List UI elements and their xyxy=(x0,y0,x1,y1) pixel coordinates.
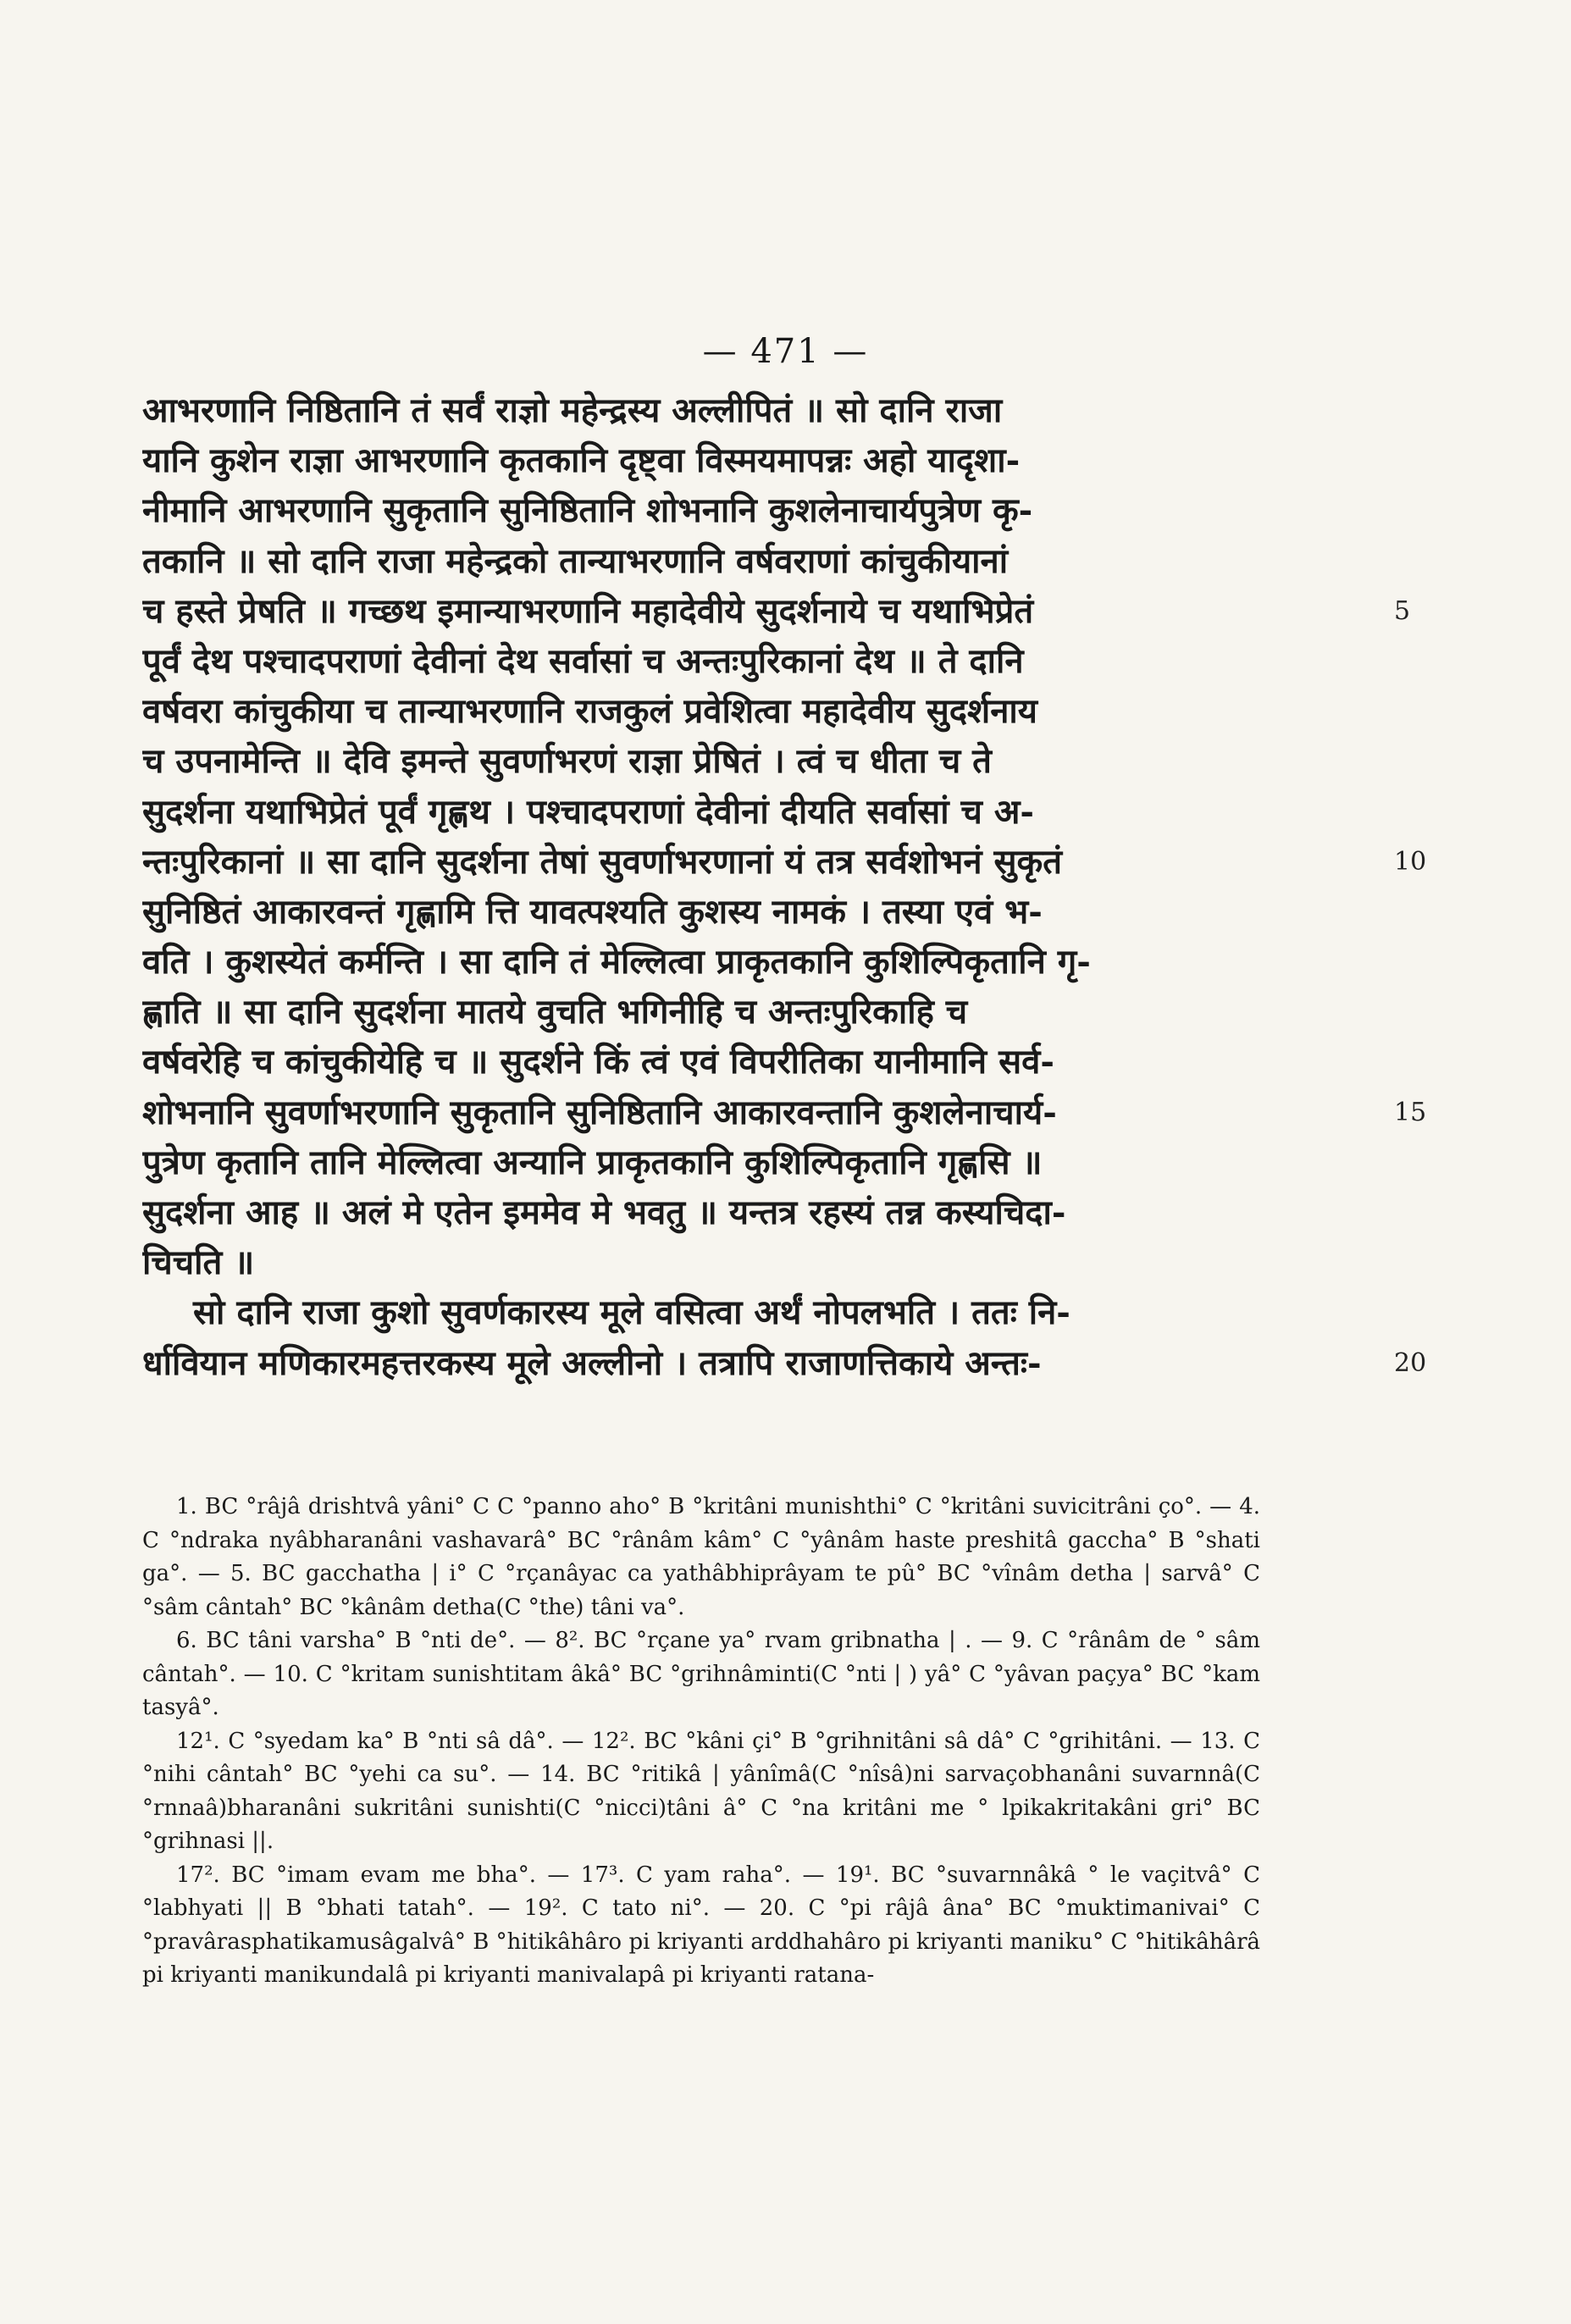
text-line: पूर्वं देथ पश्चादपराणां देवीनां देथ सर्वासां च अन्तःपुरिकानां देथ ॥ ते दानि xyxy=(142,640,1024,681)
footnote: 1. BC °râjâ drishtvâ yâni° C C °panno aho° B °kritâni munishthi° C °kritâni suvicitrâni ço°. — 4. C °ndraka nyâbharanâni vashavarâ° BC °rânâm kâm° C °yânâm haste preshitâ gaccha° B °shati ga°. — 5. BC gacchatha | i° C °rçanâyac ca yathâbhiprâyam te pû° BC °vînâm detha | sarvâ° C °sâm cântah° BC °kânâm detha(C °the) tâni va°. xyxy=(142,1494,1260,1620)
line-number: 10 xyxy=(1394,847,1427,877)
text-line: वर्षवरेहि च कांचुकीयेहि च ॥ सुदर्शने किं त्वं एवं विपरीतिका यानीमानि सर्व- xyxy=(142,1042,1054,1082)
text-line: तकानि ॥ सो दानि राजा महेन्द्रको तान्याभरणानि वर्षवराणां कांचुकीयानां xyxy=(142,540,1009,581)
text-line: सुदर्शना आह ॥ अलं मे एतेन इममेव मे भवतु ॥ यन्तत्र रहस्यं तन्न कस्यचिदा- xyxy=(142,1192,1066,1232)
line-number: 20 xyxy=(1394,1348,1427,1378)
footnotes-block xyxy=(142,1491,1260,1993)
footnote: 6. BC tâni varsha° B °nti de°. — 8². BC °rçane ya° rvam gribnatha | . — 9. C °rânâm de ° sâm cântah°. — 10. C °kritam sunishtitam âkâ° BC °grihnâminti(C °nti | ) yâ° C °yâvan paçya° BC °kam tasyâ°. xyxy=(142,1628,1260,1720)
main-text-block xyxy=(142,385,1427,1388)
text-line: न्तःपुरिकानां ॥ सा दानि सुदर्शना तेषां सुवर्णाभरणानां यं तत्र सर्वशोभनं सुकृतं xyxy=(142,841,1063,882)
text-line: सुनिष्ठितं आकारवन्तं गृह्णामि त्ति यावत्पश्यति कुशस्य नामकं । तस्या एवं भ- xyxy=(142,891,1043,932)
text-line: सो दानि राजा कुशो सुवर्णकारस्य मूले वसित्वा अर्थं नोपलभति । ततः नि- xyxy=(193,1292,1070,1333)
text-line: आभरणानि निष्ठितानि तं सर्वं राज्ञो महेन्द्रस्य अल्लीपितं ॥ सो दानि राजा xyxy=(142,390,1003,430)
footnote: 17². BC °imam evam me bha°. — 17³. C yam raha°. — 19¹. BC °suvarnnâkâ ° le vaçitvâ° C °labhyati || B °bhati tatah°. — 19². C tato ni°. — 20. C °pi râjâ âna° BC °muktimanivai° C °pravârasphatikamusâgalvâ° B °hitikâhâro pi kriyanti arddhahâro pi kriyanti maniku° C °hitikâhârâ pi kriyanti manikundalâ pi kriyanti manivalapâ pi kriyanti ratana- xyxy=(142,1862,1260,1988)
text-line: वर्षवरा कांचुकीया च तान्याभरणानि राजकुलं प्रवेशित्वा महादेवीय सुदर्शनाय xyxy=(142,691,1037,732)
text-line: च उपनामेन्ति ॥ देवि इमन्ते सुवर्णाभरणं राज्ञा प्रेषितं । त्वं च धीता च ते xyxy=(142,741,992,782)
text-line: चिचति ॥ xyxy=(142,1242,255,1283)
text-line: यानि कुशेन राज्ञा आभरणानि कृतकानि दृष्ट्वा विस्मयमापन्नः अहो यादृशा- xyxy=(142,440,1021,481)
text-line: र्धावियान मणिकारमहत्तरकस्य मूले अल्लीनो । तत्रापि राजाणत्तिकाये अन्तः- xyxy=(142,1342,1042,1383)
text-line: सुदर्शना यथाभिप्रेतं पूर्वं गृह्णथ । पश्चादपराणां देवीनां दीयति सर्वासां च अ- xyxy=(142,791,1034,832)
line-number: 15 xyxy=(1394,1098,1427,1127)
text-line: ह्णाति ॥ सा दानि सुदर्शना मातये वुचति भगिनीहि च अन्तःपुरिकाहि च xyxy=(142,992,968,1032)
text-line: वति । कुशस्येतं कर्मन्ति । सा दानि तं मेल्लित्वा प्राकृतकानि कुशिल्पिकृतानि गृ- xyxy=(142,942,1091,982)
text-line: च हस्ते प्रेषति ॥ गच्छथ इमान्याभरणानि महादेवीये सुदर्शनाये च यथाभिप्रेतं xyxy=(142,590,1034,631)
text-line: शोभनानि सुवर्णाभरणानि सुकृतानि सुनिष्ठितानि आकारवन्तानि कुशलेनाचार्य- xyxy=(142,1092,1057,1132)
text-line: नीमानि आभरणानि सुकृतानि सुनिष्ठितानि शोभनानि कुशलेनाचार्यपुत्रेण कृ- xyxy=(142,490,1033,531)
page-number: — 471 — xyxy=(702,332,869,371)
footnote: 12¹. C °syedam ka° B °nti sâ dâ°. — 12². BC °kâni çi° B °grihnitâni sâ dâ° C °grihitâni. — 13. C °nihi cântah° BC °yehi ca su°. — 14. BC °ritikâ | yânîmâ(C °nîsâ)ni sarvaçobhanâni suvarnnâ(C °rnnaâ)bharanâni sukritâni sunishti(C °nicci)tâni â° C °na kritâni me ° lpikakritakâni gri° BC °grihnasi ||. xyxy=(142,1728,1260,1854)
line-number: 5 xyxy=(1394,596,1411,626)
text-line: पुत्रेण कृतानि तानि मेल्लित्वा अन्यानि प्राकृतकानि कुशिल्पिकृतानि गृह्णसि ॥ xyxy=(142,1142,1043,1182)
